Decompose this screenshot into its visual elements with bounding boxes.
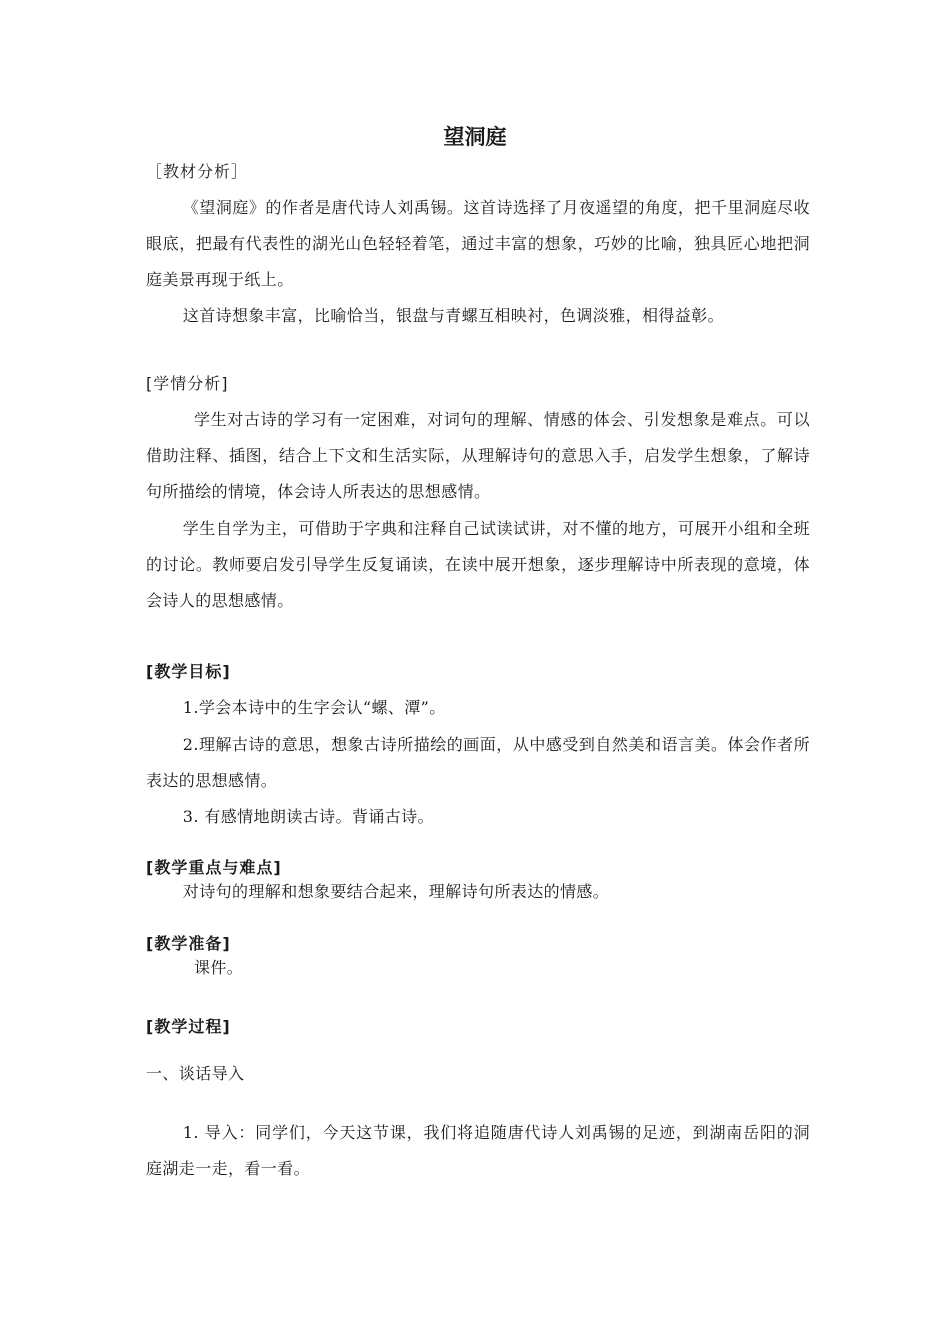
- heading-guocheng: [教学过程]: [146, 1017, 231, 1036]
- heading-zhunbei: [教学准备]: [146, 934, 231, 953]
- paragraph-jiaocai-1: 《望洞庭》的作者是唐代诗人刘禹锡。这首诗选择了月夜遥望的角度，把千里洞庭尽收眼底，把最有代表性的湖光山色轻轻着笔，通过丰富的想象，巧妙的比喻，独具匠心地把洞庭美景再现于纸上。: [146, 198, 810, 289]
- document-title: 望洞庭: [443, 125, 507, 149]
- goal-item-2: 2.理解古诗的意思，想象古诗所描绘的画面，从中感受到自然美和语言美。体会作者所表达的思想感情。: [146, 735, 810, 790]
- paragraph-zhongdian: 对诗句的理解和想象要结合起来，理解诗句所表达的情感。: [182, 882, 610, 901]
- goal-item-3: 3. 有感情地朗读古诗。背诵古诗。: [182, 807, 434, 826]
- goal-item-1: 1.学会本诗中的生字会认“螺、潭”。: [182, 698, 446, 717]
- heading-mubiao: [教学目标]: [146, 662, 231, 681]
- paragraph-guocheng-1: 1. 导入：同学们，今天这节课，我们将追随唐代诗人刘禹锡的足迹，到湖南岳阳的洞庭湖走一走，看一看。: [146, 1123, 810, 1178]
- paragraph-xueqing-1: 学生对古诗的学习有一定困难，对词句的理解、情感的体会、引发想象是难点。可以借助注释、插图，结合上下文和生活实际，从理解诗句的意思入手，启发学生想象，了解诗句所描绘的情境，体会诗人所表达的思想感情。: [146, 410, 810, 501]
- heading-xueqing: [学情分析]: [146, 374, 229, 393]
- heading-zhongdian: [教学重点与难点]: [146, 858, 282, 877]
- paragraph-jiaocai-2: 这首诗想象丰富，比喻恰当，银盘与青螺互相映衬，色调淡雅，相得益彰。: [182, 306, 724, 325]
- paragraph-xueqing-2: 学生自学为主，可借助于字典和注释自己试读试讲，对不懂的地方，可展开小组和全班的讨论。教师要启发引导学生反复诵读，在读中展开想象，逐步理解诗中所表现的意境，体会诗人的思想感情。: [146, 519, 810, 610]
- step-heading-1: 一、谈话导入: [146, 1064, 245, 1083]
- heading-jiaocai: ［教材分析］: [146, 162, 249, 181]
- paragraph-zhunbei: 课件。: [194, 958, 244, 977]
